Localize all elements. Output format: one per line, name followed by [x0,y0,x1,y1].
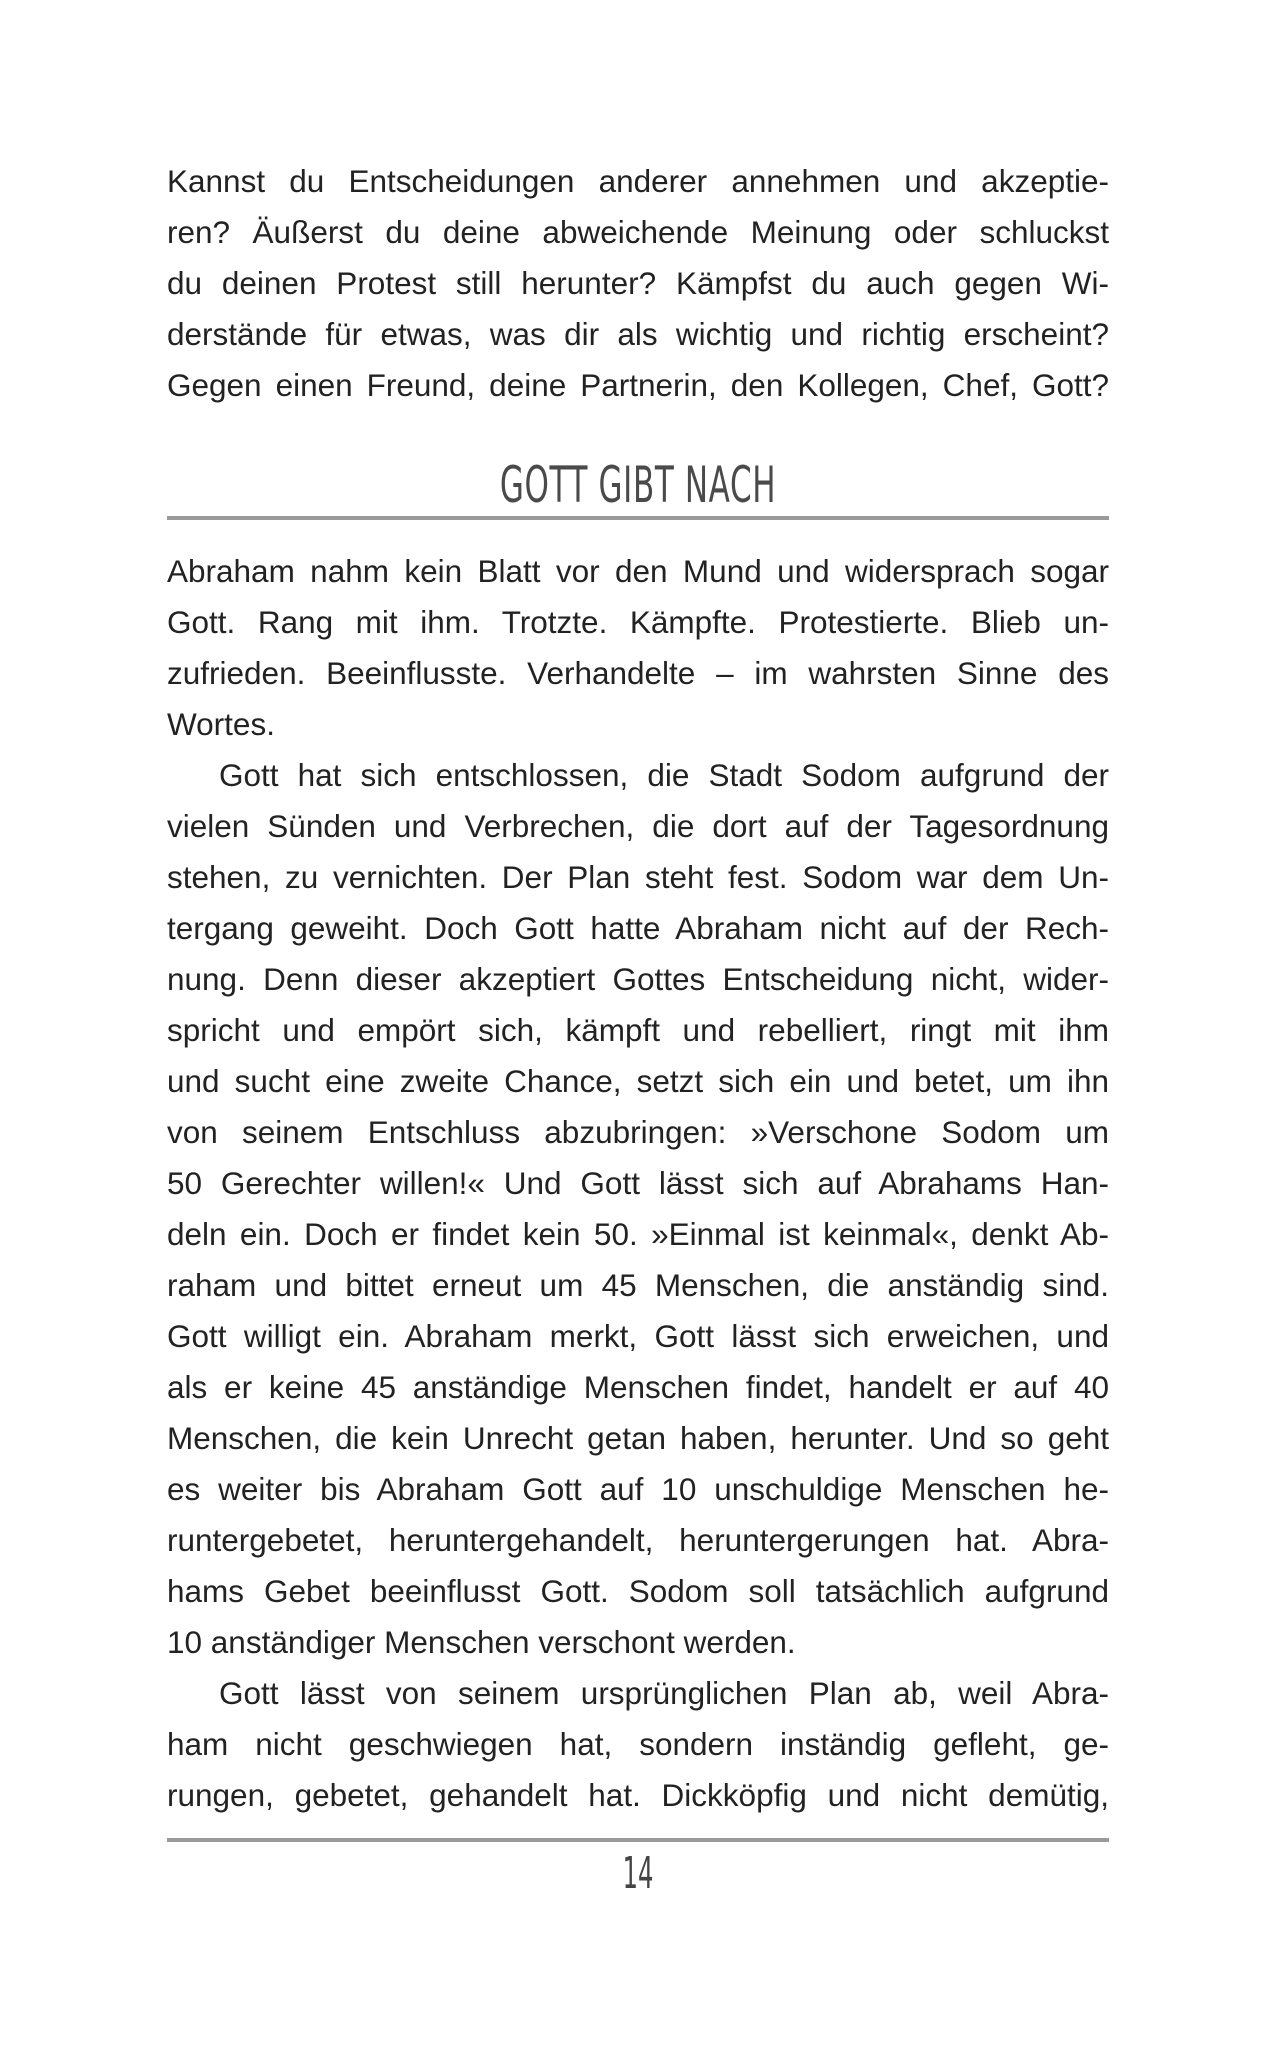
text-line: tergang geweiht. Doch Gott hatte Abraham nicht auf der Rech- [167,910,1109,946]
text-line: es weiter bis Abraham Gott auf 10 unschuldige Menschen he- [167,1471,1109,1507]
intro-paragraph [167,156,1109,411]
text-line: du deinen Protest still herunter? Kämpfst du auch gegen Wi- [167,265,1109,301]
text-line: 10 anständiger Menschen verschont werden. [167,1624,796,1660]
text-line: 50 Gerechter willen!« Und Gott lässt sich auf Abrahams Han- [167,1165,1109,1201]
heading-rule [167,516,1109,520]
section-heading-block [167,455,1109,515]
text-line: ren? Äußerst du deine abweichende Meinung oder schluckst [167,214,1109,250]
text-line: Kannst du Entscheidungen anderer annehmen und akzeptie- [167,163,1109,199]
text-line: Abraham nahm kein Blatt vor den Mund und widersprach sogar [167,553,1109,589]
text-line: Wortes. [167,706,275,742]
text-line: ham nicht geschwiegen hat, sondern inständig gefleht, ge- [167,1726,1109,1762]
text-line: hams Gebet beeinflusst Gott. Sodom soll tatsächlich aufgrund [167,1573,1109,1609]
text-line: raham und bittet erneut um 45 Menschen, die anständig sind. [167,1267,1109,1303]
text-line: runtergebetet, heruntergehandelt, heruntergerungen hat. Abra- [167,1522,1109,1558]
paragraph-3 [167,1668,1109,1821]
text-line: Menschen, die kein Unrecht getan haben, herunter. Und so geht [167,1420,1109,1456]
text-line: Gott. Rang mit ihm. Trotzte. Kämpfte. Protestierte. Blieb un- [167,604,1109,640]
paragraph-2 [167,750,1109,1668]
body-text [167,546,1109,1821]
page-number: 14 [622,1848,654,1899]
text-line: Gott willigt ein. Abraham merkt, Gott lässt sich erweichen, und [167,1318,1109,1354]
text-line: rungen, gebetet, gehandelt hat. Dickköpfig und nicht demütig, [167,1777,1109,1813]
text-line: Gegen einen Freund, deine Partnerin, den Kollegen, Chef, Gott? [167,367,1109,403]
text-line: deln ein. Doch er findet kein 50. »Einmal ist keinmal«, denkt Ab- [167,1216,1109,1252]
text-line: derstände für etwas, was dir als wichtig und richtig erscheint? [167,316,1109,352]
text-line: nung. Denn dieser akzeptiert Gottes Entscheidung nicht, wider- [167,961,1109,997]
paragraph-1 [167,546,1109,750]
text-line: vielen Sünden und Verbrechen, die dort auf der Tagesordnung [167,808,1109,844]
text-line: Gott hat sich entschlossen, die Stadt Sodom aufgrund der [219,757,1109,793]
text-line: Gott lässt von seinem ursprünglichen Plan ab, weil Abra- [219,1675,1109,1711]
text-line: spricht und empört sich, kämpft und rebelliert, ringt mit ihm [167,1012,1109,1048]
text-line: als er keine 45 anständige Menschen findet, handelt er auf 40 [167,1369,1109,1405]
section-heading: GOTT GIBT NACH [499,456,777,514]
text-line: und sucht eine zweite Chance, setzt sich ein und betet, um ihn [167,1063,1109,1099]
footer-rule [167,1838,1109,1842]
text-line: stehen, zu vernichten. Der Plan steht fest. Sodom war dem Un- [167,859,1109,895]
text-line: von seinem Entschluss abzubringen: »Verschone Sodom um [167,1114,1109,1150]
text-line: zufrieden. Beeinflusste. Verhandelte – im wahrsten Sinne des [167,655,1109,691]
